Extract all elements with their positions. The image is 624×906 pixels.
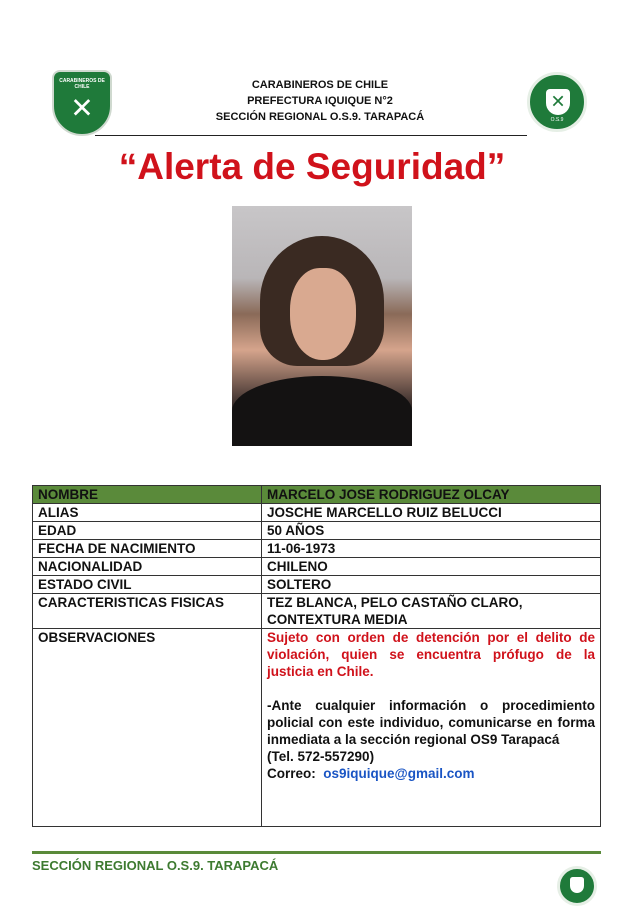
row-label: ALIAS	[33, 504, 262, 522]
observaciones-cell	[262, 629, 601, 827]
email-link[interactable]: os9iquique@gmail.com	[323, 766, 475, 781]
row-label: FECHA DE NACIMIENTO	[33, 540, 262, 558]
row-label: EDAD	[33, 522, 262, 540]
footer-os9-logo	[557, 866, 597, 906]
carabineros-logo: CARABINEROS DE CHILE ✕	[52, 70, 112, 136]
instructions-text: -Ante cualquier información o procedimiento policial con este individuo, comunicarse en forma inmediata a la sección regional OS9 Tarapacá	[267, 698, 595, 747]
row-value: CHILENO	[262, 558, 601, 576]
table-row	[33, 594, 601, 629]
row-label: OBSERVACIONES	[33, 629, 262, 827]
row-value: TEZ BLANCA, PELO CASTAÑO CLARO, CONTEXTURA MEDIA	[262, 594, 601, 629]
footer-text: SECCIÓN REGIONAL O.S.9. TARAPACÁ	[32, 858, 279, 873]
footer-divider	[32, 851, 601, 854]
row-label: CARACTERISTICAS FISICAS	[33, 594, 262, 629]
page-title: “Alerta de Seguridad”	[118, 146, 506, 187]
suspect-info-table	[32, 485, 601, 827]
row-value: 50 AÑOS	[262, 522, 601, 540]
table-row	[33, 504, 601, 522]
row-label: ESTADO CIVIL	[33, 576, 262, 594]
row-value: SOLTERO	[262, 576, 601, 594]
header-line3: SECCIÓN REGIONAL O.S.9. TARAPACÁ	[215, 111, 425, 123]
row-label: NOMBRE	[33, 486, 262, 504]
table-row	[33, 540, 601, 558]
phone-text: (Tel. 572-557290)	[267, 749, 375, 764]
table-row-observaciones	[33, 629, 601, 827]
header-divider	[95, 135, 527, 136]
header-line1: CARABINEROS DE CHILE	[251, 79, 389, 91]
row-value: 11-06-1973	[262, 540, 601, 558]
warning-text: Sujeto con orden de detención por el delito de violación, quien se encuentra prófugo de la justicia en Chile.	[267, 630, 595, 679]
table-row	[33, 576, 601, 594]
table-row	[33, 522, 601, 540]
row-label: NACIONALIDAD	[33, 558, 262, 576]
row-value: JOSCHE MARCELLO RUIZ BELUCCI	[262, 504, 601, 522]
header-text	[120, 77, 520, 125]
header-line2: PREFECTURA IQUIQUE N°2	[247, 95, 393, 107]
email-label: Correo:	[267, 766, 316, 781]
row-value: MARCELO JOSE RODRIGUEZ OLCAY	[262, 486, 601, 504]
suspect-photo	[232, 206, 412, 446]
table-row	[33, 486, 601, 504]
table-row	[33, 558, 601, 576]
os9-logo: ✕ O.S.9	[527, 72, 587, 132]
